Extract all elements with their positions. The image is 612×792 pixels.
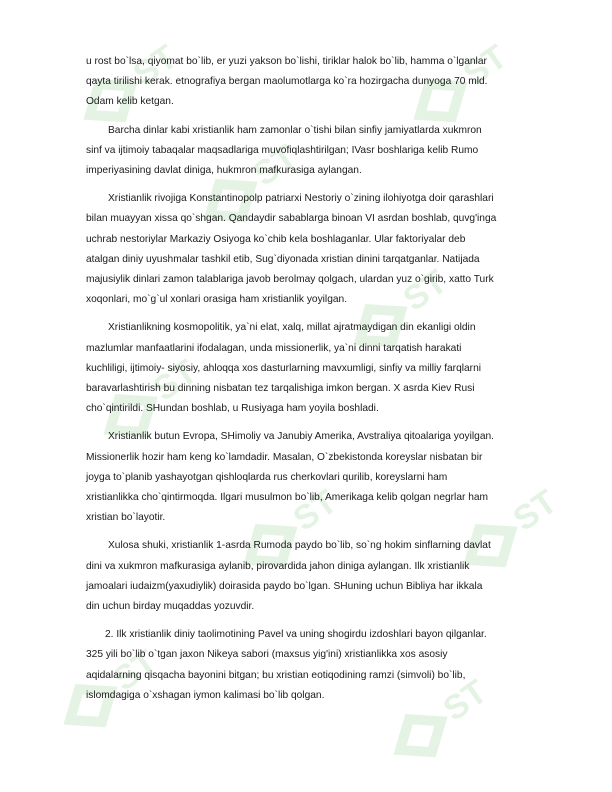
text-line: qayta tirilishi kerak. etnografiya bergan maolumotlarga ko`ra hozirgacha dunyoga 70 mld. xyxy=(86,76,488,88)
text-line: Xristianlik butun Evropa, SHimoliy va Janubiy Amerika, Avstraliya qitoalariga yoyilgan. xyxy=(108,431,494,443)
paragraph-7 xyxy=(86,625,564,706)
text-line: Xulosa shuki, xristianlik 1-asrda Rumoda paydo bo`lib, so`ng hokim sinflarning davlat xyxy=(108,540,491,552)
paragraph-3 xyxy=(86,189,564,310)
text-line: bilan muayyan xissa qo`shgan. Qandaydir sabablarga binoan VI asrdan boshlab, quvg'inga xyxy=(86,213,497,225)
text-line: 325 yili bo`lib o`tgan jaxon Nikeya sabori (maxsus yig'ini) xristianlikka xos asosiy xyxy=(86,649,448,661)
text-line: kuchliligi, ijtimoiy- siyosiy, ahloqqa xos dasturlarning mavxumligi, sinfiy va milliy farqlarni xyxy=(86,362,481,374)
text-line: Barcha dinlar kabi xristianlik ham zamonlar o`tishi bilan sinfiy jamiyatlarda xukmron xyxy=(108,124,482,136)
text-line: cho`qintirildi. SHundan boshlab, u Rusiyaga ham yoyila boshladi. xyxy=(86,403,379,415)
text-line: xristianlikka cho`qintirmoqda. Ilgari musulmon bo`lib, Amerikaga kelib qolgan negrlar ham xyxy=(86,492,489,504)
text-line: 2. Ilk xristianlik diniy taolimotining Pavel va uning shogirdu izdoshlari bayon qilganlar. xyxy=(105,629,487,641)
text-line: atalgan diniy uyushmalar tashkil etib, Sug`diyonada xristian dinini tarqatganlar. Natijada xyxy=(86,253,480,265)
text-line: dini va xukmron mafkurasiga aylanib, pirovardida jahon diniga aylangan. Ilk xristianlik xyxy=(86,560,470,572)
text-line: Xristianlikning kosmopolitik, ya`ni elat, xalq, millat ajratmaydigan din ekanligi oldin xyxy=(108,322,476,334)
text-line: jamoalari iudaizm(yaxudiylik) doirasida paydo bo`lgan. SHuning uchun Bibliya har ikkala xyxy=(86,580,483,592)
text-line: Odam kelib ketgan. xyxy=(86,96,174,108)
paragraph-4 xyxy=(86,318,564,419)
paragraph-1 xyxy=(86,52,564,113)
text-line: uchrab nestoriylar Markaziy Osiyoga ko`chib kela boshlaganlar. Ular faktoriyalar deb xyxy=(86,233,466,245)
paragraph-2 xyxy=(86,121,564,182)
svg-text:ST: ST xyxy=(506,482,564,539)
text-line: din uchun birday muqaddas yozuvdir. xyxy=(86,601,255,613)
text-line: baravarlashtirish bu dinning nisbatan tez tarqalishiga imkon bergan. X asrda Kiev Rusi xyxy=(86,383,475,395)
text-line: joyga to`planib yashayotgan qishloqlarda rus cherkovlari qurilib, koreyslarni ham xyxy=(86,471,448,483)
text-line: Xristianlik rivojiga Konstantinopolp patriarxi Nestoriy o`zining ilohiyotga doir qarashlari xyxy=(108,193,494,205)
text-line: Missionerlik hozir ham keng ko`lamdadir. Masalan, O`zbekistonda koreyslar nisbatan bir xyxy=(86,451,483,463)
svg-text:ST: ST xyxy=(436,672,494,729)
text-line: islomdagiga o`xshagan iymon kalimasi bo`lib qolgan. xyxy=(86,689,325,701)
watermark-mark-9 xyxy=(389,705,453,766)
text-line: majusiylik dinlari zamon talablariga javob berolmay qolgach, ulardan yuz o`girib, xatto Turk xyxy=(86,274,494,286)
document-body xyxy=(86,52,564,714)
text-line: mazlumlar manfaatlarini ifodalagan, unda missionerlik, ya`ni dinni tarqatish harakati xyxy=(86,342,462,354)
svg-text:ST: ST xyxy=(286,482,344,539)
text-line: xristian bo`layotir. xyxy=(86,512,166,524)
svg-text:ST: ST xyxy=(106,642,164,699)
text-line: imperiyasining davlat diniga, hukmron mafkurasiga aylangan. xyxy=(86,165,362,177)
svg-text:ST: ST xyxy=(126,37,184,94)
paragraph-5 xyxy=(86,427,564,528)
text-line: u rost bo`lsa, qiyomat bo`lib, er yuzi yakson bo`lishi, tiriklar halok bo`lib, hamma o`lganlar xyxy=(86,56,487,67)
svg-text:ST: ST xyxy=(396,262,454,319)
paragraph-6 xyxy=(86,536,564,617)
svg-text:ST: ST xyxy=(456,37,514,94)
text-line: sinf va ijtimoiy tabaqalar maqsadlariga muvofiqlashtirilgan; IVasr boshlariga kelib Rumo xyxy=(86,144,479,156)
svg-text:ST: ST xyxy=(246,137,304,194)
svg-text:ST: ST xyxy=(146,352,204,409)
text-line: xoqonlari, mo`g`ul xonlari orasiga ham xristianlik yoyilgan. xyxy=(86,294,348,306)
text-line: aqidalarning qisqacha bayonini bitgan; bu xristian eotiqodining ramzi (simvoli) bo`lib, xyxy=(86,669,466,681)
